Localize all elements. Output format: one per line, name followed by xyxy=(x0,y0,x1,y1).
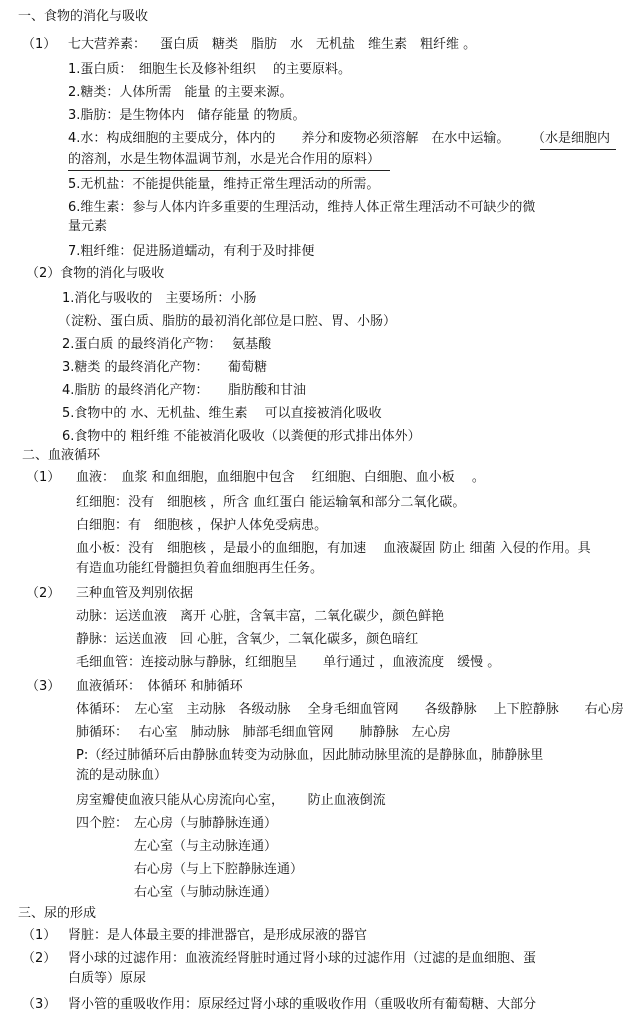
glomerulus-filtration-cont: 白质等）原尿 xyxy=(68,971,147,986)
nutrient-water: 4.水：构成细胞的主要成分，体内的 养分和废物必须溶解 在水中运输。 xyxy=(68,131,510,146)
nutrient-vitamins: 6.维生素：参与人体内许多重要的生理活动，维持人体正常生理活动不可缺少的微 xyxy=(68,200,536,215)
section-heading-urine: 三、尿的形成 xyxy=(18,906,97,921)
digestion-site: 1.消化与吸收的 主要场所：小肠 xyxy=(62,291,257,306)
capillary: 毛细血管：连接动脉与静脉，红细胞呈 单行通过 ，血液流度 缓慢 。 xyxy=(76,655,501,670)
pulmonary-note-cont: 流的是动脉血） xyxy=(76,768,168,783)
glomerulus-filtration: 肾小球的过滤作用：血液流经肾脏时通过肾小球的过滤作用（过滤的是血细胞、蛋 xyxy=(68,951,537,966)
item-number: （1） xyxy=(26,470,61,485)
vessels-title: 三种血管及判别依据 xyxy=(76,586,194,601)
item-number: （1） xyxy=(22,37,57,52)
item-number: （3） xyxy=(26,679,61,694)
nutrient-fiber: 7.粗纤维：促进肠道蠕动，有利于及时排便 xyxy=(68,244,315,259)
systemic-circulation: 体循环： 左心室 主动脉 各级动脉 全身毛细血管网 各级静脉 上下腔静脉 右心房 xyxy=(76,702,624,717)
chamber-right-atrium: 右心房（与上下腔静脉连通） xyxy=(134,862,304,877)
tubule-reabsorption: 肾小管的重吸收作用：原尿经过肾小球的重吸收作用（重吸收所有葡萄糖、大部分 xyxy=(68,997,537,1012)
fat-product: 4.脂肪 的最终消化产物： 脂肪酸和甘油 xyxy=(62,383,307,398)
direct-absorption: 5.食物中的 水、无机盐、维生素 可以直接被消化吸收 xyxy=(62,406,382,421)
subsection-title: （2）食物的消化与吸收 xyxy=(26,266,165,281)
protein-product: 2.蛋白质 的最终消化产物： 氨基酸 xyxy=(62,337,272,352)
nutrients-list: 蛋白质 糖类 脂肪 水 无机盐 维生素 粗纤维 。 xyxy=(160,37,477,52)
digestion-note: （淀粉、蛋白质、脂肪的最初消化部位是口腔、胃、小肠） xyxy=(58,314,397,329)
underline xyxy=(540,149,616,150)
nutrient-sugar: 2.糖类：人体所需 能量 的主要来源。 xyxy=(68,85,293,100)
water-note-start: （水是细胞内 xyxy=(532,131,611,146)
item-number: （3） xyxy=(22,997,57,1012)
chambers-label: 四个腔： xyxy=(76,816,129,831)
water-note-end: 的溶剂，水是生物体温调节剂，水是光合作用的原料） xyxy=(68,152,381,167)
nutrient-protein: 1.蛋白质： 细胞生长及修补组织 的主要原料。 xyxy=(68,62,352,77)
chamber-left-ventricle: 左心室（与主动脉连通） xyxy=(134,839,278,854)
white-blood-cell: 白细胞：有 细胞核 ，保护人体免受病患。 xyxy=(76,518,328,533)
sugar-product: 3.糖类 的最终消化产物： 葡萄糖 xyxy=(62,360,268,375)
pulmonary-circulation: 肺循环： 右心室 肺动脉 肺部毛细血管网 肺静脉 左心房 xyxy=(76,725,451,740)
underline xyxy=(68,170,390,171)
artery: 动脉：运送血液 离开 心脏，含氧丰富，二氧化碳少，颜色鲜艳 xyxy=(76,609,445,624)
fiber-note: 6.食物中的 粗纤维 不能被消化吸收（以粪便的形式排出体外） xyxy=(62,429,421,444)
section-heading-circulation: 二、血液循环 xyxy=(22,448,101,463)
item-number: （2） xyxy=(26,586,61,601)
circulation-title: 血液循环： 体循环 和肺循环 xyxy=(76,679,243,694)
chamber-left-atrium: 左心房（与肺静脉连通） xyxy=(134,816,278,831)
nutrient-fat: 3.脂肪：是生物体内 储存能量 的物质。 xyxy=(68,108,306,123)
nutrients-title: 七大营养素： xyxy=(68,37,147,52)
section-heading-digestion: 一、食物的消化与吸收 xyxy=(18,9,149,24)
nutrient-vitamins-cont: 量元素 xyxy=(68,219,108,234)
blood-composition: 血液： 血浆 和血细胞，血细胞中包含 红细胞、白细胞、血小板 。 xyxy=(76,470,485,485)
chamber-right-ventricle: 右心室（与肺动脉连通） xyxy=(134,885,278,900)
valve-note: 房室瓣使血液只能从心房流向心室， 防止血液倒流 xyxy=(76,793,386,808)
kidney-note: 肾脏：是人体最主要的排泄器官，是形成尿液的器官 xyxy=(68,928,368,943)
platelet: 血小板：没有 细胞核 ，是最小的血细胞，有加速 血液凝固 防止 细菌 入侵的作用。具 xyxy=(76,541,591,556)
nutrient-minerals: 5.无机盐：不能提供能量，维持正常生理活动的所需。 xyxy=(68,177,380,192)
red-blood-cell: 红细胞：没有 细胞核 ，所含 血红蛋白 能运输氧和部分二氧化碳。 xyxy=(76,495,466,510)
platelet-cont: 有造血功能红骨髓担负着血细胞再生任务。 xyxy=(76,561,324,576)
item-number: （1） xyxy=(22,928,57,943)
item-number: （2） xyxy=(22,951,57,966)
pulmonary-note: P:（经过肺循环后由静脉血转变为动脉血，因此肺动脉里流的是静脉血，肺静脉里 xyxy=(76,748,544,763)
vein: 静脉：运送血液 回 心脏，含氧少，二氧化碳多，颜色暗红 xyxy=(76,632,419,647)
